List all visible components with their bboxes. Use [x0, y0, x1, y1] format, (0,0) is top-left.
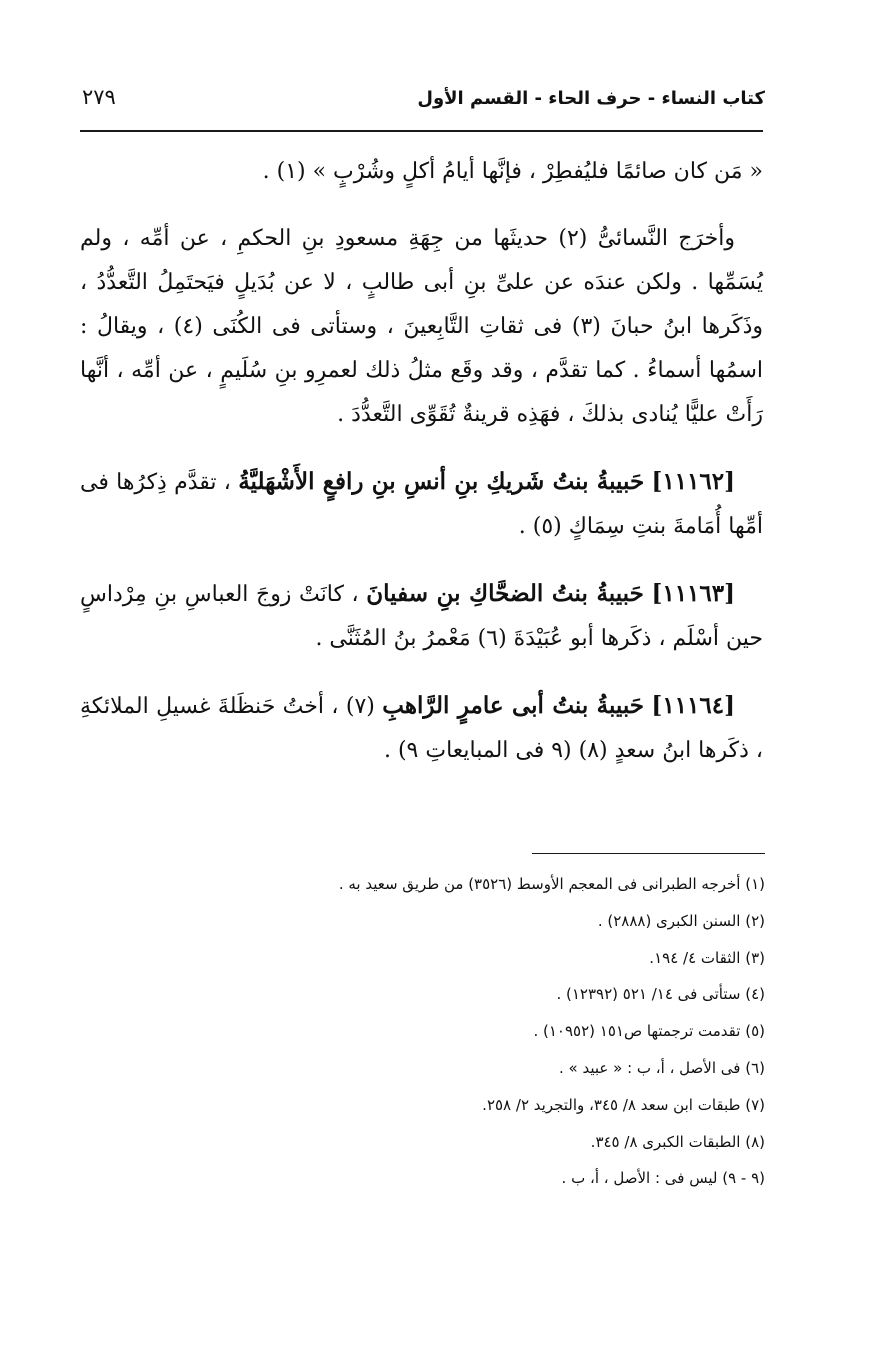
footnote-4: (٤) ستأتى فى ١٤/ ٥٢١ (١٢٣٩٢) . — [556, 985, 765, 1004]
footnote-1: (١) أخرجه الطبرانى فى المعجم الأوسط (٣٥٢٦) من طريق سعيد به . — [338, 875, 765, 893]
entry-11162 — [80, 460, 763, 549]
footnote-2: (٢) السنن الكبرى (٢٨٨٨) . — [597, 911, 765, 930]
entry-number: [١١١٦٤] — [651, 692, 735, 719]
footnote-6: (٦) فى الأصل ، أ، ب : « عبيد » . — [559, 1058, 765, 1077]
footnote-9: (٩ - ٩) ليس فى : الأصل ، أ، ب . — [561, 1169, 765, 1188]
entry-number: [١١١٦٢] — [651, 468, 735, 495]
running-title: كتاب النساء - حرف الحاء - القسم الأول — [417, 88, 765, 109]
footnote-rule — [532, 853, 765, 854]
entry-number: [١١١٦٣] — [651, 580, 736, 607]
paragraph-hadith-end: « مَن كان صائمًا فليُفطِرْ ، فإنَّها أيامُ أكلٍ وشُرْبٍ » (١) . — [262, 159, 763, 184]
footnotes — [205, 866, 765, 1197]
footnote-8: (٨) الطبقات الكبرى ٨/ ٣٤٥. — [590, 1132, 765, 1151]
entry-name: حَبيبةُ بنتُ الضحَّاكِ بنِ سفيانَ — [366, 580, 644, 607]
entry-text: ، تقدَّم ذِكرُها فى أمِّها أُمَامةَ بنتِ سِمَاكٍ (٥) . — [80, 470, 763, 539]
page-header — [82, 82, 765, 118]
entry-11163 — [80, 572, 763, 661]
entry-name: حَبيبةُ بنتُ أبى عامرٍ الرَّاهبِ — [382, 692, 645, 719]
entry-name: حَبيبةُ بنتُ شَريكِ بنِ أنسِ بنِ رافعٍ الأَشْهَليَّةُ — [238, 468, 645, 495]
page-number: ٢٧٩ — [82, 85, 116, 109]
entry-text: (٧) ، أختُ حَنظَلةَ غسيلِ الملائكةِ ، ذكَرها ابنُ سعدٍ (٨) (٩ فى المبايعاتِ ٩) . — [80, 694, 763, 763]
footnote-5: (٥) تقدمت ترجمتها ص١٥١ (١٠٩٥٢) . — [533, 1022, 765, 1041]
main-text — [80, 150, 763, 796]
entry-11164 — [80, 684, 763, 773]
entry-text: ، كانَتْ زوجَ العباسِ بنِ مِرْداسٍ حين أسْلَم ، ذكَرها أبو عُبَيْدَةَ (٦) مَعْمرُ بنُ المُثَنَّى . — [80, 582, 763, 651]
header-rule — [80, 130, 763, 132]
paragraph-nasai: وأخرَج النَّسائىُّ (٢) حديثَها من جِهَةِ مسعودِ بنِ الحكمِ ، عن أمِّه ، ولم يُسَمِّها . ولكن عندَه عن علىِّ بنِ أبى طالبٍ ، لا عن بُدَيلٍ فيَحتَمِلُ التَّعدُّدُ ، وذَكَرها ابنُ حبانَ (٣) فى ثقاتِ التَّابِعينَ ، وستأتى فى الكُنَى (٤) ، ويقالُ : اسمُها أسماءُ . كما تقدَّم ، وقد وقَع مثلُ ذلك لعمرِو بنِ سُلَيمٍ ، عن أمِّه ، أنَّها رَأَتْ عليًّا يُنادى بذلكَ ، فهَذِه قرينةٌ تُقَوِّى التَّعدُّدَ . — [80, 226, 764, 427]
footnote-7: (٧) طبقات ابن سعد ٨/ ٣٤٥، والتجريد ٢/ ٢٥٨. — [482, 1095, 765, 1114]
footnote-3: (٣) الثقات ٤/ ١٩٤. — [649, 948, 765, 967]
